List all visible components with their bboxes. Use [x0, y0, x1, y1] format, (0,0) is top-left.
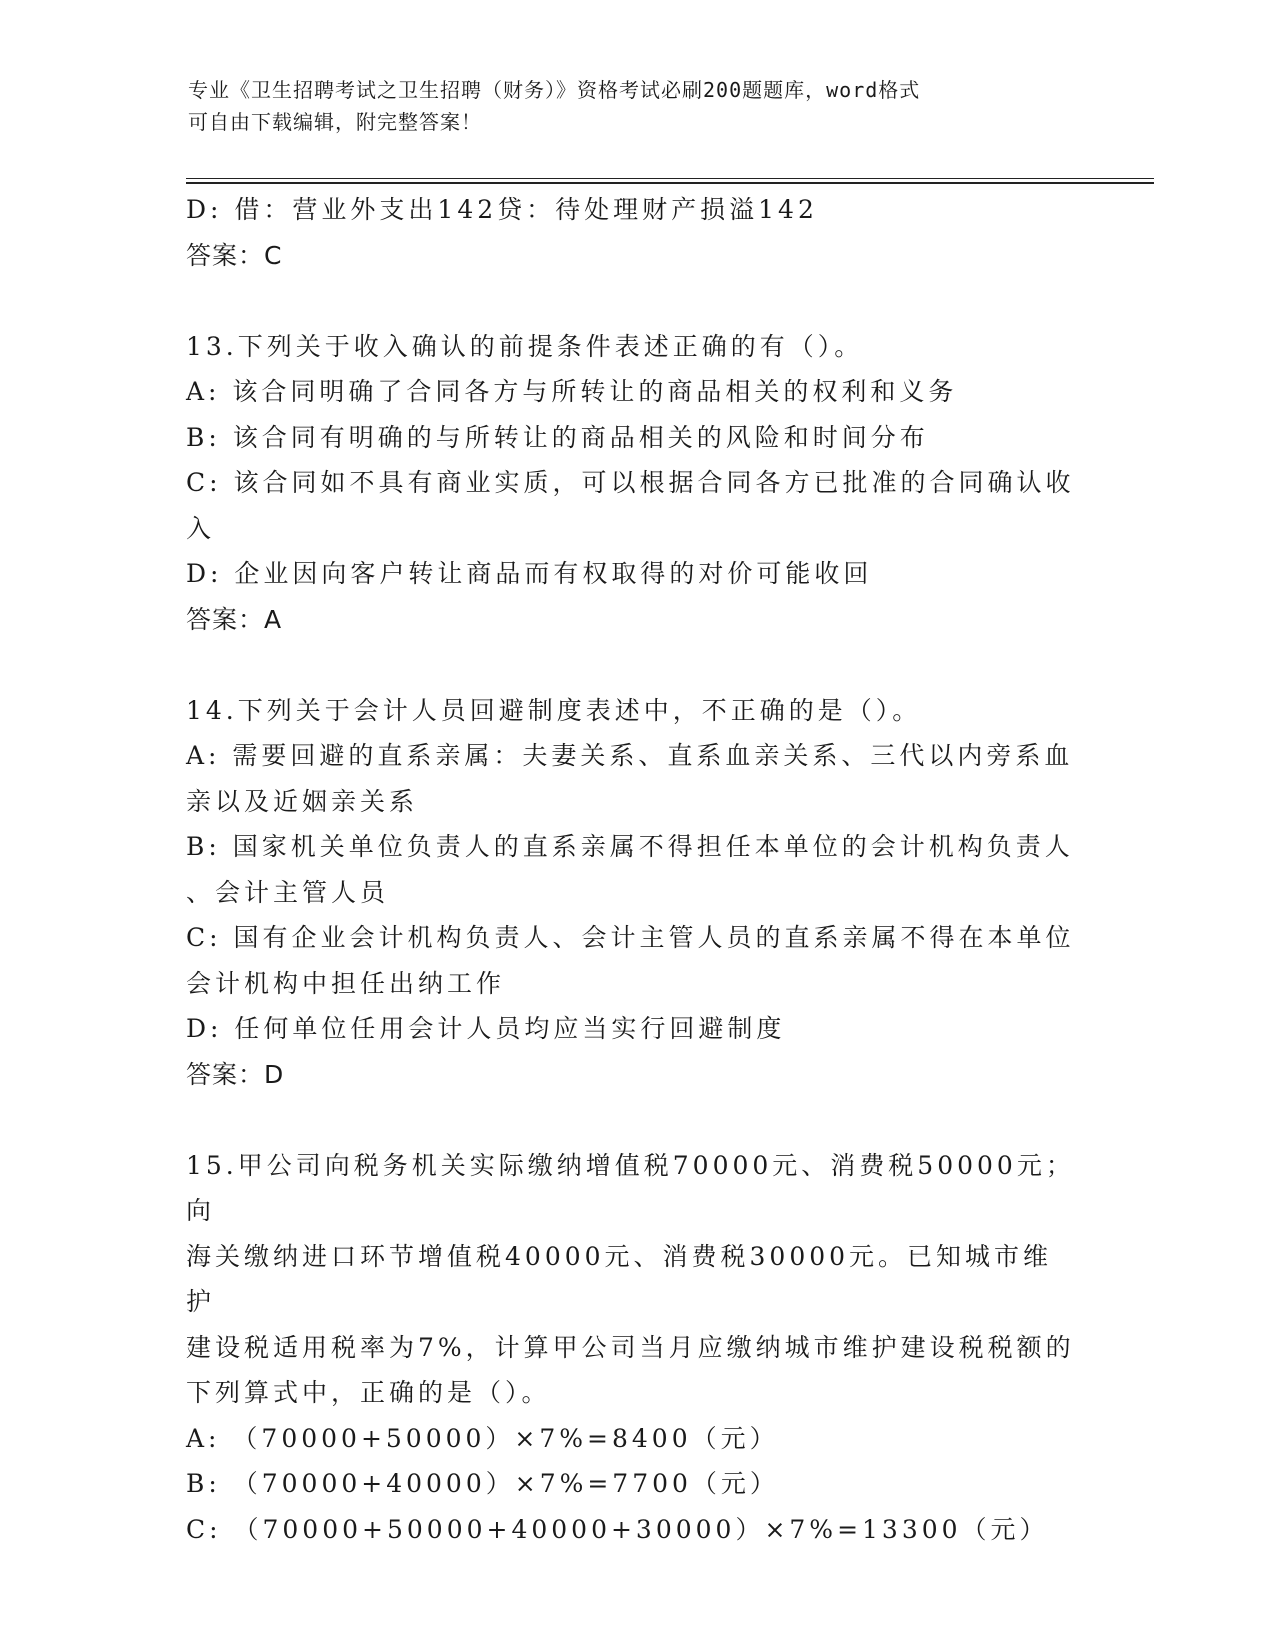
header-divider-thick [186, 182, 1154, 184]
prev-answer: 答案：C [186, 240, 283, 270]
q13-answer: 答案：A [186, 604, 283, 634]
q15-stem-line-4: 下列算式中，正确的是（）。 [186, 1378, 551, 1407]
q14-option-a: A: 需要回避的直系亲属：夫妻关系、直系血亲关系、三代以内旁系血 [186, 741, 1074, 770]
q15-stem-line-1: 15.甲公司向税务机关实际缴纳增值税70000元、消费税50000元；向 [186, 1150, 1075, 1225]
q14-stem: 14.下列关于会计人员回避制度表述中，不正确的是（）。 [186, 695, 922, 725]
spacer [186, 1097, 1076, 1143]
q15-stem-line-2: 海关缴纳进口环节增值税40000元、消费税30000元。已知城市维护 [186, 1241, 1053, 1316]
q14-option-d: D: 任何单位任用会计人员均应当实行回避制度 [186, 1014, 786, 1043]
q15-option-a: A: （70000+50000）×7%=8400（元） [186, 1423, 779, 1453]
q13-option-c-cont: 入 [186, 513, 216, 543]
q14-option-c: C: 国有企业会计机构负责人、会计主管人员的直系亲属不得在本单位 [186, 923, 1075, 952]
q13-option-a: A: 该合同明确了合同各方与所转让的商品相关的权利和义务 [186, 377, 958, 406]
q14-answer: 答案：D [186, 1059, 285, 1089]
document-body [186, 187, 1076, 1552]
header-line-1: 专业《卫生招聘考试之卫生招聘（财务）》资格考试必刷200题题库，word格式 [188, 78, 921, 102]
q13-stem: 13.下列关于收入确认的前提条件表述正确的有（）。 [186, 331, 864, 361]
document-header [188, 74, 1068, 138]
spacer [186, 642, 1076, 688]
q13-option-b: B: 该合同有明确的与所转让的商品相关的风险和时间分布 [186, 422, 929, 452]
q15-option-b: B: （70000+40000）×7%=7700（元） [186, 1469, 779, 1498]
q13-option-c: C: 该合同如不具有商业实质，可以根据合同各方已批准的合同确认收 [186, 468, 1075, 497]
q15-stem-line-3: 建设税适用税率为7%，计算甲公司当月应缴纳城市维护建设税税额的 [186, 1332, 1075, 1362]
q13-option-d: D: 企业因向客户转让商品而有权取得的对价可能收回 [186, 559, 873, 588]
header-line-2: 可自由下载编辑，附完整答案！ [188, 110, 482, 134]
q14-option-b: B: 国家机关单位负责人的直系亲属不得担任本单位的会计机构负责人 [186, 832, 1074, 861]
q15-option-c: C: （70000+50000+40000+30000）×7%=13300（元） [186, 1514, 1049, 1544]
header-divider-thin [186, 178, 1154, 179]
spacer [186, 278, 1076, 324]
prev-option-d: D: 借：营业外支出142贷：待处理财产损溢142 [186, 195, 818, 224]
q14-option-c-cont: 会计机构中担任出纳工作 [186, 968, 506, 998]
q14-option-b-cont: 、会计主管人员 [186, 877, 390, 907]
q14-option-a-cont: 亲以及近姻亲关系 [186, 786, 419, 816]
